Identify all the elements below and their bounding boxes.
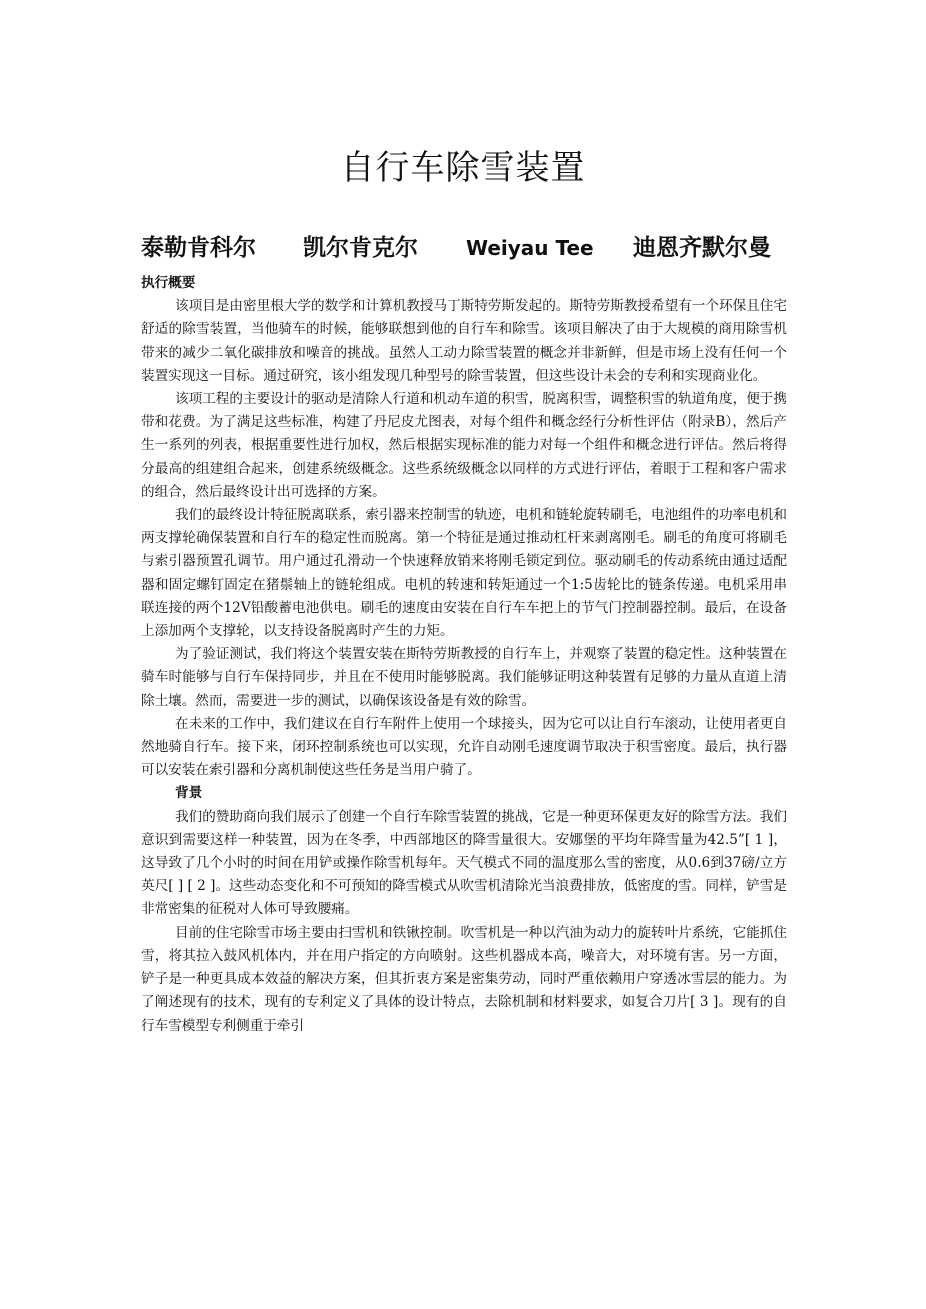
document-title: 自行车除雪装置: [340, 148, 586, 188]
paragraph: 目前的住宅除雪市场主要由扫雪机和铁锹控制。吹雪机是一种以汽油为动力的旋转叶片系统，它能抓住雪，将其拉入鼓风机体内，并在用户指定的方向喷射。这些机器成本高，噪音大，对环境有害。另一方面，铲子是一种更具成本效益的解决方案，但其折衷方案是密集劳动，同时严重依赖用户穿透冰雪层的能力。为了阐述现有的技术，现有的专利定义了具体的设计特点，去除机制和材料要求，如复合刀片[ 3 ]。现有的自行车雪模型专利侧重于牵引: [141, 924, 787, 1034]
author-list: [141, 230, 791, 266]
paragraph: 我们的赞助商向我们展示了创建一个自行车除雪装置的挑战，它是一种更环保更友好的除雪方法。我们意识到需要这样一种装置，因为在冬季，中西部地区的降雪量很大。安娜堡的平均年降雪量为42.5”[ 1 ]，这导致了几个小时的时间在用铲或操作除雪机每年。天气模式不同的温度那么雪的密度，从0.6到37磅/立方英尺[ ] [ 2 ]。这些动态变化和不可预知的降雪模式从吹雪机清除光当浪费排放，低密度的雪。同样，铲雪是非常密集的征税对人体可导致腰痛。: [141, 808, 787, 918]
paragraph: 该项目是由密里根大学的数学和计算机教授马丁斯特劳斯发起的。斯特劳斯教授希望有一个环保且住宅舒适的除雪装置，当他骑车的时候，能够联想到他的自行车和除雪。该项目解决了由于大规模的商用除雪机带来的减少二氧化碳排放和噪音的挑战。虽然人工动力除雪装置的概念并非新鲜，但是市场上没有任何一个装置实现这一目标。通过研究，该小组发现几种型号的除雪装置，但这些设计未会的专利和实现商业化。: [141, 298, 787, 384]
document-body: [141, 272, 787, 1038]
section-heading-background: 背景: [175, 785, 203, 802]
paragraph: 我们的最终设计特征脱离联系，索引器来控制雪的轨迹，电机和链轮旋转刷毛，电池组件的功率电机和两支撑轮确保装置和自行车的稳定性而脱离。第一个特征是通过推动杠杆来剥离刚毛。刷毛的角度可将刷毛与索引器预置孔调节。用户通过孔滑动一个快速释放销来将刚毛锁定到位。驱动刷毛的传动系统由通过适配器和固定螺钉固定在猪鬃轴上的链轮组成。电机的转速和转矩通过一个1:5齿轮比的链条传递。电机采用串联连接的两个12V铅酸蓄电池供电。刷毛的速度由安装在自行车车把上的节气门控制器控制。最后，在设备上添加两个支撑轮，以支持设备脱离时产生的力矩。: [141, 507, 787, 640]
paragraph: 在未来的工作中，我们建议在自行车附件上使用一个球接头，因为它可以让自行车滚动，让使用者更自然地骑自行车。接下来，闭环控制系统也可以实现，允许自动刚毛速度调节取决于积雪密度。最后，执行器可以安装在索引器和分离机制使这些任务是当用户骑了。: [141, 715, 787, 779]
paragraph: 为了验证测试，我们将这个装置安装在斯特劳斯教授的自行车上，并观察了装置的稳定性。这种装置在骑车时能够与自行车保持同步，并且在不使用时能够脱离。我们能够证明这种装置有足够的力量从直道上清除土壤。然而，需要进一步的测试，以确保该设备是有效的除雪。: [141, 646, 787, 709]
author-name: 凯尔肯克尔: [303, 235, 418, 261]
paragraph: 该项工程的主要设计的驱动是清除人行道和机动车道的积雪，脱离积雪，调整积雪的轨道角度，便于携带和花费。为了满足这些标准，构建了丹尼皮尤图表，对每个组件和概念经行分析性评估（附录B），然后产生一系列的列表，根据重要性进行加权，然后根据实现标准的能力对每一个组件和概念进行评估。然后将得分最高的组建组合起来，创建系统级概念。这些系统级概念以同样的方式进行评估，着眼于工程和客户需求的组合，然后最终设计出可选择的方案。: [141, 391, 787, 500]
author-name: 迪恩齐默尔曼: [633, 235, 771, 261]
section-heading-executive-summary: 执行概要: [141, 275, 196, 291]
author-name: 泰勒肯科尔: [141, 235, 256, 261]
author-name: Weiyau Tee: [466, 236, 594, 260]
